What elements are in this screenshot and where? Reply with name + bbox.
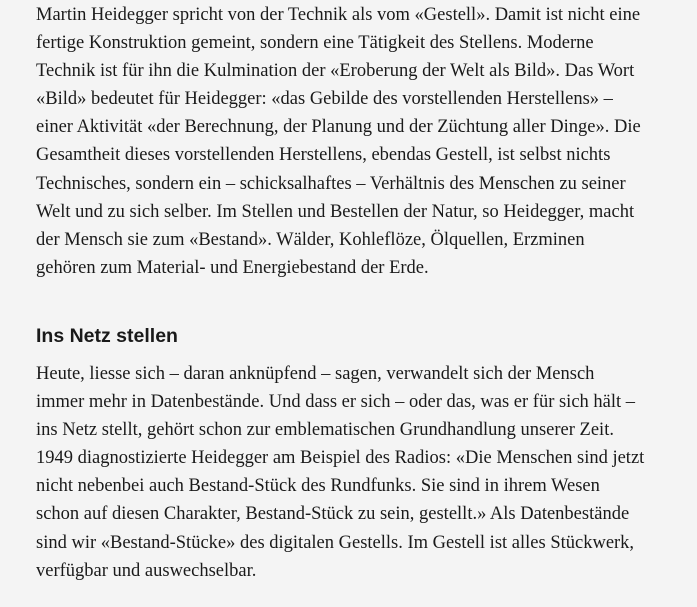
text-line: Martin Heidegger spricht von der Technik als vom «Gestell». Damit ist nicht eine [36, 5, 641, 25]
text-line: sind wir «Bestand-Stücke» des digitalen Gestells. Im Gestell ist alles Stückwerk, [36, 532, 635, 553]
text-line: 1949 diagnostizierte Heidegger am Beispiel des Radios: «Die Menschen sind jetzt [36, 448, 645, 469]
text-line: Welt und zu sich selber. Im Stellen und Bestellen der Natur, so Heidegger, macht [36, 201, 635, 222]
text-line: fertige Konstruktion gemeint, sondern eine Tätigkeit des Stellens. Moderne [36, 33, 594, 54]
text-line: Technisches, sondern ein – schicksalhaftes – Verhältnis des Menschen zu seiner [36, 173, 626, 194]
paragraph-gestell [36, 1, 641, 282]
text-line: der Mensch sie zum «Bestand». Wälder, Kohleflöze, Ölquellen, Erzminen [36, 229, 585, 250]
text-line: gehören zum Material- und Energiebestand der Erde. [36, 257, 429, 278]
text-line: «Bild» bedeutet für Heidegger: «das Gebilde des vorstellenden Herstellens» – [36, 89, 613, 110]
text-line: Technik ist für ihn die Kulmination der «Eroberung der Welt als Bild». Das Wort [36, 61, 635, 82]
text-line: nicht nebenbei auch Bestand-Stück des Rundfunks. Sie sind in ihrem Wesen [36, 476, 600, 497]
text-line: Heute, liesse sich – daran anknüpfend – sagen, verwandelt sich der Mensch [36, 364, 595, 384]
text-line: einer Aktivität «der Berechnung, der Planung und der Züchtung aller Dinge». Die [36, 117, 641, 138]
text-line: Gesamtheit dieses vorstellenden Herstellens, ebendas Gestell, ist selbst nichts [36, 145, 611, 166]
text-line: ins Netz stellt, gehört schon zur emblematischen Grundhandlung unserer Zeit. [36, 420, 614, 441]
paragraph-ins-netz [36, 360, 644, 585]
text-line: immer mehr in Datenbestände. Und dass er sich – oder das, was er für sich hält – [36, 392, 636, 413]
section-heading: Ins Netz stellen [36, 325, 178, 347]
text-line: schon auf diesen Charakter, Bestand-Stück zu sein, gestellt.» Als Datenbestände [36, 504, 630, 525]
text-line: verfügbar und auswechselbar. [36, 560, 257, 581]
